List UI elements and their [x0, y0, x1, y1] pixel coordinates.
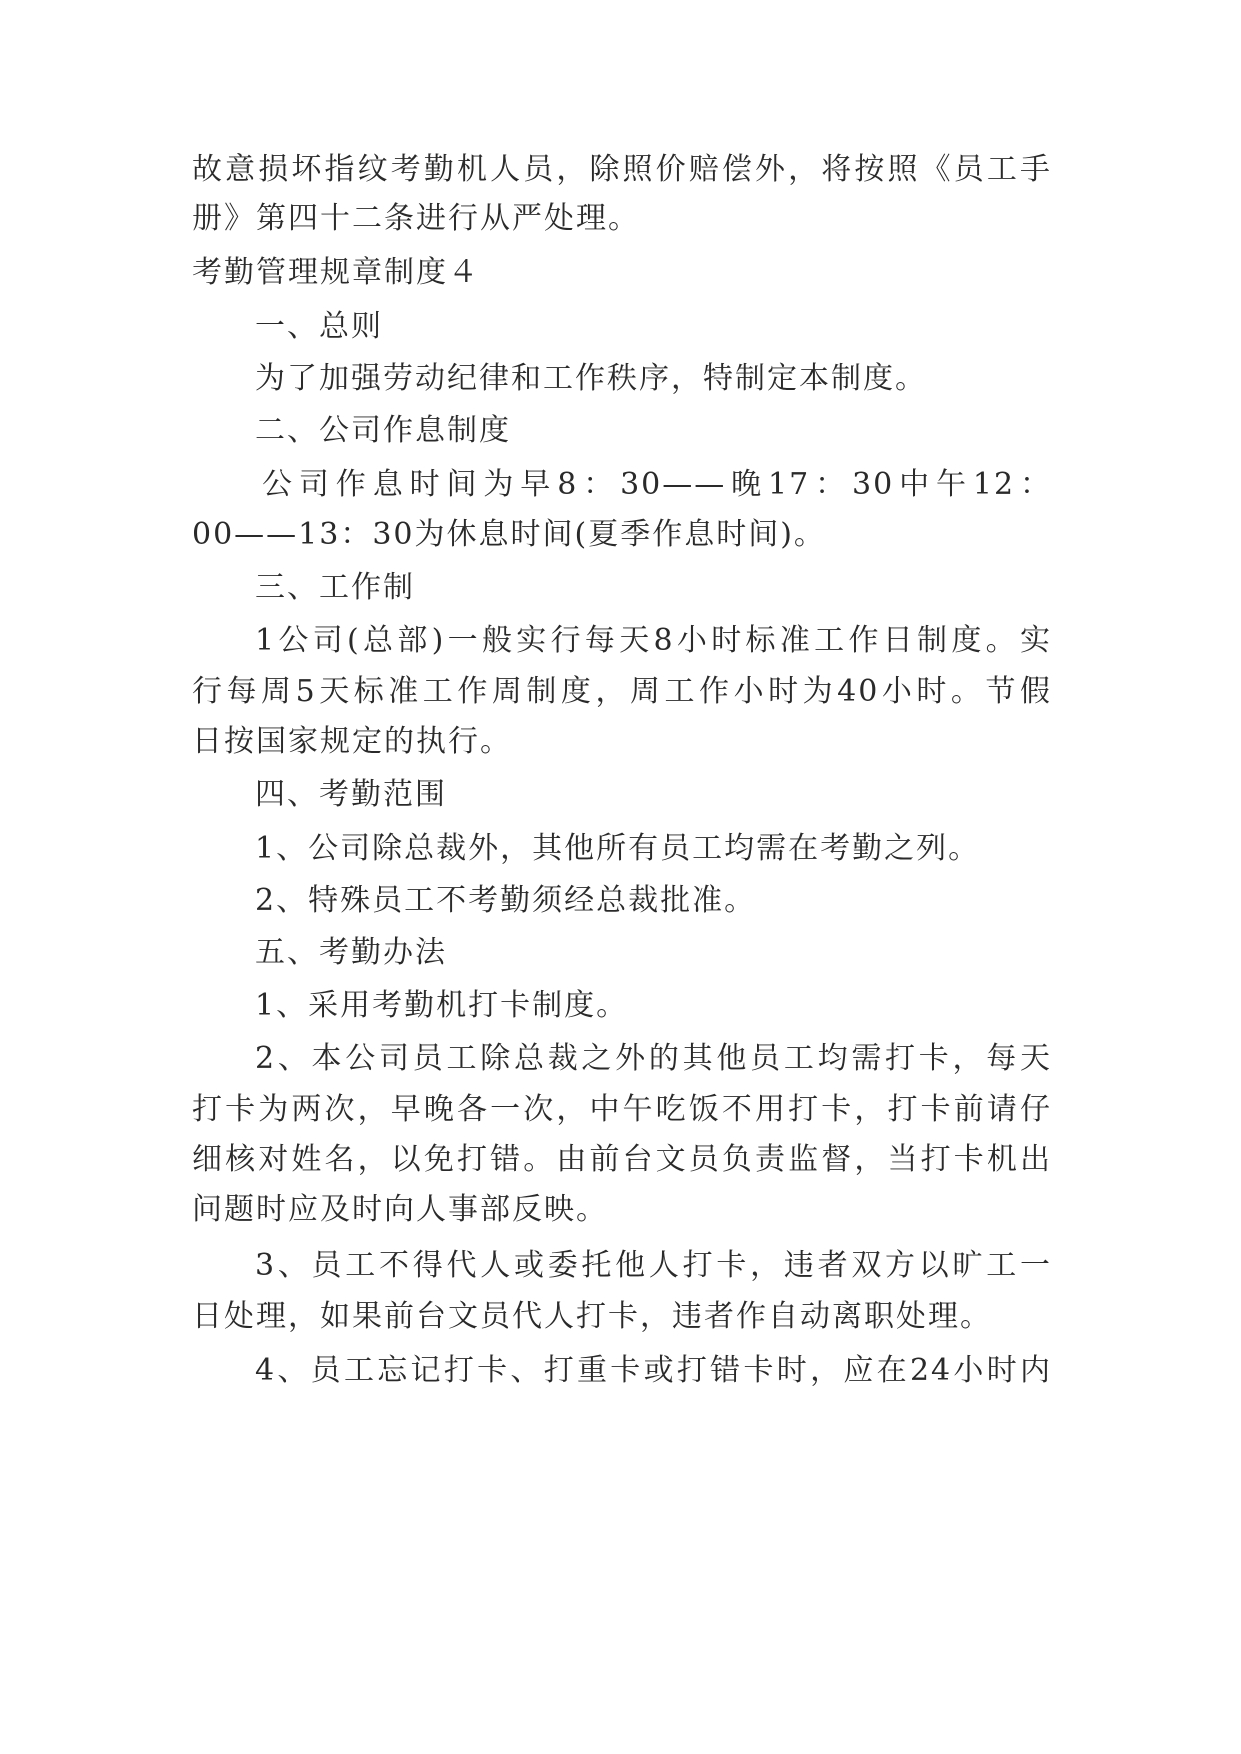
paragraph-line: 日按国家规定的执行。: [192, 724, 512, 759]
paragraph-line: 公司作息时间为早8：30——晚17：30中午12：: [262, 467, 1052, 502]
paragraph-line: 1、采用考勤机打卡制度。: [255, 988, 629, 1023]
paragraph-line: 问题时应及时向人事部反映。: [192, 1192, 608, 1227]
heading-attendance-method: 五、考勤办法: [255, 935, 447, 970]
paragraph-line: 行每周5天标准工作周制度，周工作小时为40小时。节假: [192, 674, 1052, 709]
paragraph-line: 00——13：30为休息时间(夏季作息时间)。: [192, 517, 826, 552]
section-title: 考勤管理规章制度４: [192, 255, 480, 290]
paragraph-line: 为了加强劳动纪律和工作秩序，特制定本制度。: [255, 361, 927, 396]
paragraph-line: 2、本公司员工除总裁之外的其他员工均需打卡，每天: [255, 1041, 1052, 1076]
paragraph-line: 4、员工忘记打卡、打重卡或打错卡时，应在24小时内: [255, 1353, 1052, 1388]
heading-work-schedule: 二、公司作息制度: [255, 413, 511, 448]
paragraph-line: 日处理，如果前台文员代人打卡，违者作自动离职处理。: [192, 1299, 992, 1334]
heading-attendance-scope: 四、考勤范围: [255, 777, 447, 812]
paragraph-line: 册》第四十二条进行从严处理。: [192, 201, 640, 236]
paragraph-line: 1公司(总部)一般实行每天8小时标准工作日制度。实: [255, 623, 1052, 658]
paragraph-line: 打卡为两次，早晚各一次，中午吃饭不用打卡，打卡前请仔: [192, 1092, 1052, 1127]
heading-general: 一、总则: [255, 309, 383, 344]
heading-working-hours: 三、工作制: [255, 570, 415, 605]
paragraph-line: 3、员工不得代人或委托他人打卡，违者双方以旷工一: [255, 1248, 1052, 1283]
paragraph-line: 1、公司除总裁外，其他所有员工均需在考勤之列。: [255, 831, 981, 866]
paragraph-line: 2、特殊员工不考勤须经总裁批准。: [255, 883, 757, 918]
paragraph-line: 故意损坏指纹考勤机人员，除照价赔偿外，将按照《员工手: [192, 152, 1052, 187]
paragraph-line: 细核对姓名，以免打错。由前台文员负责监督，当打卡机出: [192, 1142, 1052, 1177]
